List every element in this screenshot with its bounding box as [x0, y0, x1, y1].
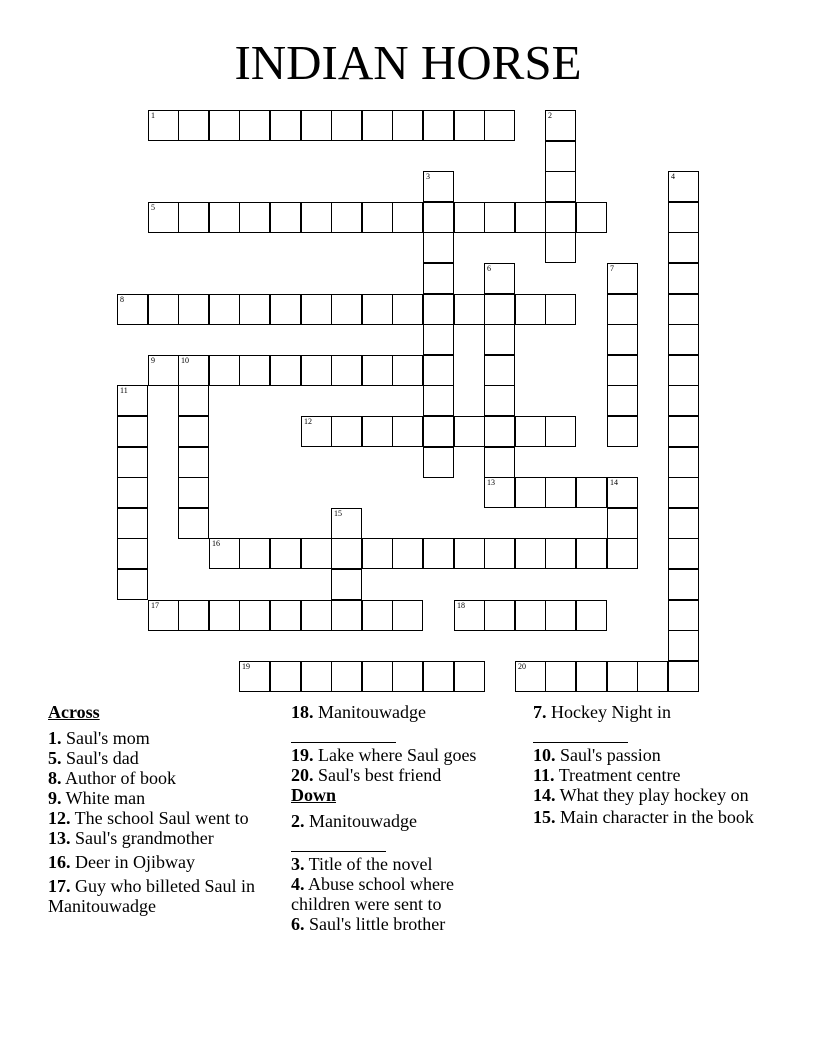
- grid-cell[interactable]: [331, 508, 362, 539]
- grid-cell[interactable]: [484, 538, 515, 569]
- grid-cell[interactable]: [331, 569, 362, 600]
- grid-cell[interactable]: [362, 661, 393, 692]
- grid-cell[interactable]: [392, 416, 423, 447]
- grid-cell[interactable]: [331, 294, 362, 325]
- grid-cell[interactable]: [423, 232, 454, 263]
- grid-cell[interactable]: [301, 355, 332, 386]
- grid-cell[interactable]: [362, 294, 393, 325]
- clue-down-10: 10. Saul's passion: [533, 745, 661, 765]
- clue-number: 16: [212, 539, 220, 548]
- grid-cell[interactable]: [423, 294, 454, 325]
- clue-number: 5: [151, 203, 155, 212]
- grid-cell[interactable]: [301, 202, 332, 233]
- grid-cell[interactable]: [423, 202, 454, 233]
- grid-cell[interactable]: [545, 294, 576, 325]
- grid-cell[interactable]: [178, 477, 209, 508]
- grid-cell[interactable]: [668, 385, 699, 416]
- grid-cell[interactable]: [270, 294, 301, 325]
- grid-cell[interactable]: [515, 294, 546, 325]
- grid-cell[interactable]: [668, 661, 699, 692]
- clue-number: 7: [610, 264, 614, 273]
- grid-cell[interactable]: [239, 538, 270, 569]
- grid-cell[interactable]: [270, 110, 301, 141]
- grid-cell[interactable]: [178, 202, 209, 233]
- down-heading: Down: [291, 785, 337, 805]
- clue-number: 13: [487, 478, 495, 487]
- clue-down-14: 14. What they play hockey on: [533, 785, 749, 805]
- grid-cell[interactable]: [454, 661, 485, 692]
- grid-cell[interactable]: [545, 477, 576, 508]
- grid-cell[interactable]: [668, 294, 699, 325]
- clue-number: 18: [457, 601, 465, 610]
- clue-number: 1: [151, 111, 155, 120]
- grid-cell[interactable]: [331, 110, 362, 141]
- grid-cell[interactable]: [178, 385, 209, 416]
- grid-cell[interactable]: [607, 355, 638, 386]
- grid-cell[interactable]: [484, 477, 515, 508]
- grid-cell[interactable]: [484, 600, 515, 631]
- grid-cell[interactable]: [607, 477, 638, 508]
- grid-cell[interactable]: [117, 294, 148, 325]
- clue-number: 2: [548, 111, 552, 120]
- grid-cell[interactable]: [270, 355, 301, 386]
- grid-cell[interactable]: [484, 294, 515, 325]
- grid-cell[interactable]: [117, 416, 148, 447]
- grid-cell[interactable]: [301, 416, 332, 447]
- grid-cell[interactable]: [484, 416, 515, 447]
- grid-cell[interactable]: [454, 600, 485, 631]
- clue-number: 9: [151, 356, 155, 365]
- grid-cell[interactable]: [392, 661, 423, 692]
- grid-cell[interactable]: [668, 416, 699, 447]
- grid-cell[interactable]: [392, 294, 423, 325]
- grid-cell[interactable]: [392, 538, 423, 569]
- grid-cell[interactable]: [148, 202, 179, 233]
- clue-across-12: 12. The school Saul went to: [48, 808, 249, 828]
- grid-cell[interactable]: [331, 538, 362, 569]
- grid-cell[interactable]: [331, 416, 362, 447]
- clue-across-16: 16. Deer in Ojibway: [48, 852, 195, 872]
- clue-number: 6: [487, 264, 491, 273]
- grid-cell[interactable]: [607, 508, 638, 539]
- grid-cell[interactable]: [178, 294, 209, 325]
- grid-cell[interactable]: [239, 110, 270, 141]
- clue-down-3: 3. Title of the novel: [291, 854, 433, 874]
- grid-cell[interactable]: [545, 661, 576, 692]
- grid-cell[interactable]: [362, 600, 393, 631]
- across-heading: Across: [48, 702, 100, 722]
- grid-cell[interactable]: [576, 661, 607, 692]
- grid-cell[interactable]: [545, 600, 576, 631]
- grid-cell[interactable]: [392, 110, 423, 141]
- grid-cell[interactable]: [178, 600, 209, 631]
- grid-cell[interactable]: [576, 202, 607, 233]
- grid-cell[interactable]: [178, 416, 209, 447]
- clues-column-1: [48, 702, 273, 916]
- grid-cell[interactable]: [148, 294, 179, 325]
- grid-cell[interactable]: [117, 477, 148, 508]
- clue-number: 3: [426, 172, 430, 181]
- clue-across-19: 19. Lake where Saul goes: [291, 745, 477, 765]
- grid-cell[interactable]: [668, 508, 699, 539]
- grid-cell[interactable]: [484, 385, 515, 416]
- grid-cell[interactable]: [668, 477, 699, 508]
- answer-blank: [533, 722, 758, 744]
- clue-down-11: 11. Treatment centre: [533, 765, 681, 785]
- grid-cell[interactable]: [545, 538, 576, 569]
- grid-cell[interactable]: [362, 416, 393, 447]
- grid-cell[interactable]: [423, 661, 454, 692]
- clues-column-3: [533, 702, 758, 827]
- grid-cell[interactable]: [668, 263, 699, 294]
- grid-cell[interactable]: [209, 538, 240, 569]
- grid-cell[interactable]: [668, 538, 699, 569]
- grid-cell[interactable]: [423, 385, 454, 416]
- grid-cell[interactable]: [392, 202, 423, 233]
- grid-cell[interactable]: [270, 600, 301, 631]
- grid-cell[interactable]: [423, 171, 454, 202]
- grid-cell[interactable]: [392, 600, 423, 631]
- grid-cell[interactable]: [607, 538, 638, 569]
- grid-cell[interactable]: [423, 447, 454, 478]
- grid-cell[interactable]: [607, 324, 638, 355]
- grid-cell[interactable]: [209, 600, 240, 631]
- clue-across-9: 9. White man: [48, 788, 146, 808]
- clue-across-1: 1. Saul's mom: [48, 728, 150, 748]
- grid-cell[interactable]: [607, 416, 638, 447]
- grid-cell[interactable]: [362, 202, 393, 233]
- grid-cell[interactable]: [484, 202, 515, 233]
- grid-cell[interactable]: [607, 263, 638, 294]
- grid-cell[interactable]: [668, 202, 699, 233]
- clue-number: 20: [518, 662, 526, 671]
- grid-cell[interactable]: [392, 355, 423, 386]
- clue-across-17: 17. Guy who billeted Saul in Manitouwadge: [48, 876, 255, 916]
- clue-across-18: 18. Manitouwadge: [291, 702, 426, 722]
- grid-cell[interactable]: [148, 600, 179, 631]
- clue-number: 8: [120, 295, 124, 304]
- grid-cell[interactable]: [668, 171, 699, 202]
- grid-cell[interactable]: [545, 416, 576, 447]
- grid-cell[interactable]: [454, 294, 485, 325]
- puzzle-title: INDIAN HORSE: [234, 35, 582, 90]
- grid-cell[interactable]: [270, 202, 301, 233]
- grid-cell[interactable]: [607, 661, 638, 692]
- grid-cell[interactable]: [301, 538, 332, 569]
- clue-down-15: 15. Main character in the book: [533, 807, 754, 827]
- answer-blank: [291, 831, 516, 853]
- grid-cell[interactable]: [545, 171, 576, 202]
- grid-cell[interactable]: [515, 202, 546, 233]
- grid-cell[interactable]: [484, 110, 515, 141]
- grid-cell[interactable]: [454, 538, 485, 569]
- clue-down-6: 6. Saul's little brother: [291, 914, 446, 934]
- clue-down-2: 2. Manitouwadge: [291, 811, 417, 831]
- grid-cell[interactable]: [545, 141, 576, 172]
- grid-cell[interactable]: [545, 110, 576, 141]
- grid-cell[interactable]: [148, 355, 179, 386]
- grid-cell[interactable]: [239, 355, 270, 386]
- grid-cell[interactable]: [668, 232, 699, 263]
- grid-cell[interactable]: [454, 110, 485, 141]
- grid-cell[interactable]: [362, 110, 393, 141]
- grid-cell[interactable]: [331, 600, 362, 631]
- grid-cell[interactable]: [117, 508, 148, 539]
- grid-cell[interactable]: [117, 385, 148, 416]
- clue-down-7: 7. Hockey Night in: [533, 702, 671, 722]
- grid-cell[interactable]: [239, 661, 270, 692]
- grid-cell[interactable]: [515, 600, 546, 631]
- grid-cell[interactable]: [270, 538, 301, 569]
- clue-number: 11: [120, 386, 128, 395]
- grid-cell[interactable]: [209, 110, 240, 141]
- grid-cell[interactable]: [301, 110, 332, 141]
- clues-column-2: [291, 702, 516, 934]
- grid-cell[interactable]: [362, 538, 393, 569]
- grid-cell[interactable]: [668, 447, 699, 478]
- grid-cell[interactable]: [239, 600, 270, 631]
- clue-across-20: 20. Saul's best friend: [291, 765, 442, 785]
- grid-cell[interactable]: [362, 355, 393, 386]
- grid-cell[interactable]: [576, 600, 607, 631]
- grid-cell[interactable]: [668, 355, 699, 386]
- grid-cell[interactable]: [668, 630, 699, 661]
- grid-cell[interactable]: [178, 355, 209, 386]
- clue-across-8: 8. Author of book: [48, 768, 176, 788]
- clue-number: 15: [334, 509, 342, 518]
- grid-cell[interactable]: [668, 600, 699, 631]
- grid-cell[interactable]: [178, 508, 209, 539]
- clue-number: 14: [610, 478, 618, 487]
- grid-cell[interactable]: [117, 447, 148, 478]
- grid-cell[interactable]: [515, 661, 546, 692]
- clue-across-13: 13. Saul's grandmother: [48, 828, 214, 848]
- grid-cell[interactable]: [607, 385, 638, 416]
- grid-cell[interactable]: [423, 324, 454, 355]
- grid-cell[interactable]: [331, 661, 362, 692]
- grid-cell[interactable]: [178, 447, 209, 478]
- clue-number: 4: [671, 172, 675, 181]
- grid-cell[interactable]: [117, 569, 148, 600]
- grid-cell[interactable]: [209, 294, 240, 325]
- grid-cell[interactable]: [668, 569, 699, 600]
- grid-cell[interactable]: [607, 294, 638, 325]
- grid-cell[interactable]: [209, 355, 240, 386]
- grid-cell[interactable]: [423, 416, 454, 447]
- clue-number: 17: [151, 601, 159, 610]
- grid-cell[interactable]: [239, 294, 270, 325]
- grid-cell[interactable]: [423, 538, 454, 569]
- grid-cell[interactable]: [576, 477, 607, 508]
- grid-cell[interactable]: [515, 538, 546, 569]
- grid-cell[interactable]: [423, 263, 454, 294]
- clue-number: 12: [304, 417, 312, 426]
- grid-cell[interactable]: [270, 661, 301, 692]
- grid-cell[interactable]: [484, 447, 515, 478]
- grid-cell[interactable]: [515, 416, 546, 447]
- clue-number: 10: [181, 356, 189, 365]
- grid-cell[interactable]: [239, 202, 270, 233]
- grid-cell[interactable]: [331, 202, 362, 233]
- grid-cell[interactable]: [454, 202, 485, 233]
- grid-cell[interactable]: [484, 324, 515, 355]
- clue-across-5: 5. Saul's dad: [48, 748, 139, 768]
- clue-number: 19: [242, 662, 250, 671]
- grid-cell[interactable]: [301, 661, 332, 692]
- grid-cell[interactable]: [576, 538, 607, 569]
- grid-cell[interactable]: [637, 661, 668, 692]
- grid-cell[interactable]: [148, 110, 179, 141]
- answer-blank: [291, 722, 516, 744]
- grid-cell[interactable]: [209, 202, 240, 233]
- grid-cell[interactable]: [331, 355, 362, 386]
- grid-cell[interactable]: [301, 600, 332, 631]
- grid-cell[interactable]: [454, 416, 485, 447]
- grid-cell[interactable]: [484, 263, 515, 294]
- grid-cell[interactable]: [668, 324, 699, 355]
- grid-cell[interactable]: [178, 110, 209, 141]
- clue-down-4: 4. Abuse school where children were sent to: [291, 874, 454, 914]
- grid-cell[interactable]: [117, 538, 148, 569]
- grid-cell[interactable]: [515, 477, 546, 508]
- grid-cell[interactable]: [423, 110, 454, 141]
- grid-cell[interactable]: [545, 232, 576, 263]
- grid-cell[interactable]: [301, 294, 332, 325]
- grid-cell[interactable]: [484, 355, 515, 386]
- grid-cell[interactable]: [423, 355, 454, 386]
- grid-cell[interactable]: [545, 202, 576, 233]
